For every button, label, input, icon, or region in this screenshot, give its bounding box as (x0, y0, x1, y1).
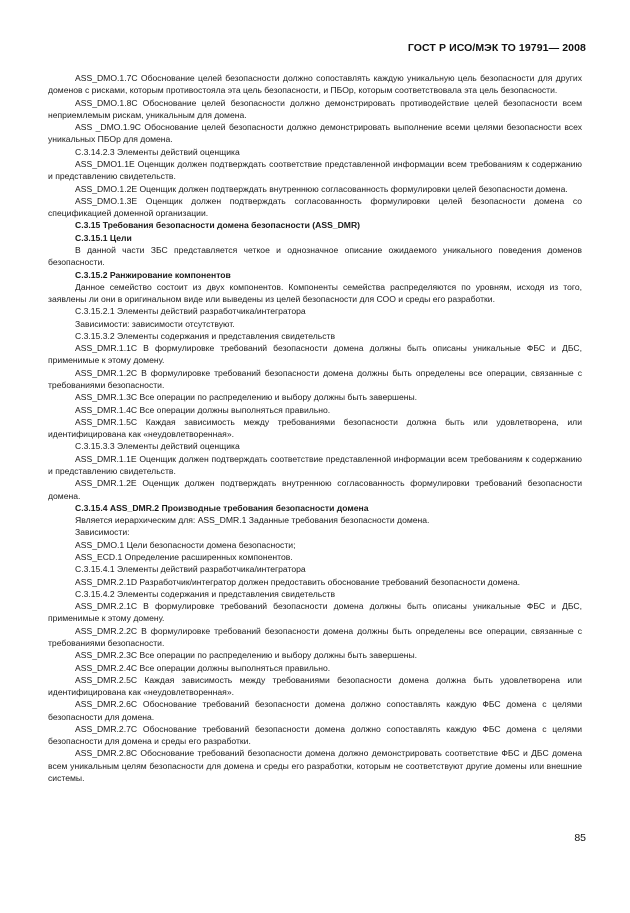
paragraph: Зависимости: (75, 527, 130, 538)
paragraph: ASS_DMO1.1E Оценщик должен подтверждать соответствие представленной информации всем требованиям к содержанию и представлению свидетельств. (48, 158, 582, 182)
paragraph: ASS_DMR.1.5C Каждая зависимость между требованиями безопасности должна быть или удовлетворена, или идентифицирована как «неудовлетворенная». (48, 416, 582, 440)
paragraph: ASS _DMO.1.9C Обоснование целей безопасности должно демонстрировать выполнение всеми целями безопасности всех уникальных ПБОр для домена. (48, 122, 582, 145)
paragraph: С.3.15.4.1 Элементы действий разработчика/интегратора (75, 564, 306, 575)
paragraph: ASS_DMR.1.3C Все операции по распределению и выбору должны быть завершены. (75, 392, 418, 403)
paragraph: ASS_DMR.2.4C Все операции должны выполняться правильно. (75, 662, 331, 673)
paragraph: ASS_DMO.1 Цели безопасности домена безопасности; (75, 539, 296, 550)
paragraph: ASS_DMR.2.6C Обоснование требований безопасности домена должно сопоставлять каждую ФБС домена с целями безопасности для домена. (48, 699, 582, 722)
section-heading: С.3.15.1 Цели (75, 232, 132, 243)
paragraph: ASS_DMR.2.1C В формулировке требований безопасности домена должны быть описаны уникальные ФБС и ДБС, применимые к этому домену. (48, 601, 582, 624)
paragraph: ASS_DMR.1.1E Оценщик должен подтверждать соответствие представленной информации всем требованиям к содержанию и представлению свидетельств. (48, 453, 582, 476)
paragraph: Является иерархическим для: ASS_DMR.1 Заданные требования безопасности домена. (75, 515, 430, 526)
paragraph: С.3.15.4.2 Элементы содержания и представления свидетельств (75, 588, 336, 599)
section-heading: С.3.15 Требования безопасности домена безопасности (ASS_DMR) (75, 220, 361, 231)
section-heading: С.3.15.2 Ранжирование компонентов (75, 269, 231, 280)
paragraph: Данное семейство состоит из двух компонентов. Компоненты семейства распределяются по уровням, исходя из того, заявлены ли они в оригинальном виде или выведены из целей безопасности для СОО и среды его разработки. (48, 281, 582, 305)
paragraph: С.3.14.2.3 Элементы действий оценщика (75, 146, 240, 157)
paragraph: В данной части ЗБС представляется четкое и однозначное описание ожидаемого уникального поведения доменов безопасности. (48, 244, 582, 268)
paragraph: ASS_DMR.2.5C Каждая зависимость между требованиями безопасности домена должна быть удовлетворена или идентифицирована как «неудовлетворенная». (48, 674, 582, 698)
paragraph: ASS_DMO.1.8C Обоснование целей безопасности должно демонстрировать противодействие целей безопасности всем неприемлемым рискам, уникальным для домена. (48, 97, 582, 120)
page-number: 85 (574, 832, 586, 844)
paragraph: ASS_DMR.2.1D Разработчик/интегратор должен предоставить обоснование требований безопасности домена. (75, 576, 521, 587)
paragraph: Зависимости: зависимости отсутствуют. (75, 318, 235, 329)
document-header: ГОСТ Р ИСО/МЭК ТО 19791— 2008 (407, 42, 586, 54)
paragraph: ASS_DMR.1.2E Оценщик должен подтверждать внутреннюю согласованность формулировки требований безопасности домена. (48, 478, 582, 501)
document-body (48, 72, 582, 784)
paragraph: ASS_DMO.1.3E Оценщик должен подтверждать согласованность формулировки целей безопасности домена со спецификацией доменной организации. (48, 195, 582, 219)
paragraph: ASS_DMO.1.2E Оценщик должен подтверждать внутреннюю согласованность формулировки целей безопасности домена. (75, 183, 568, 194)
paragraph: ASS_DMR.2.2C В формулировке требований безопасности домена должны быть определены все операции, связанные с требованиями безопасности. (48, 625, 582, 648)
paragraph: ASS_DMR.1.2C В формулировке требований безопасности домена должны быть определены все операции, связанные с требованиями безопасности. (48, 367, 582, 391)
paragraph: ASS_DMR.1.1C В формулировке требований безопасности домена должны быть описаны уникальные ФБС и ДБС, применимые к этому домену. (48, 343, 582, 366)
paragraph: ASS_DMO.1.7C Обоснование целей безопасности должно сопоставлять каждую уникальную цель безопасности для других доменов с рисками, которым противостояла эта цель безопасности, и ПБОр, которым соответствовала эта цель безопасности. (48, 73, 582, 96)
section-heading: С.3.15.4 ASS_DMR.2 Производные требования безопасности домена (75, 502, 369, 513)
paragraph: ASS_ECD.1 Определение расширенных компонентов. (75, 551, 293, 562)
paragraph: ASS_DMR.2.3C Все операции по распределению и выбору должны быть завершены. (75, 650, 418, 661)
paragraph: С.3.15.3.3 Элементы действий оценщика (75, 441, 240, 452)
paragraph: ASS_DMR.1.4C Все операции должны выполняться правильно. (75, 404, 331, 415)
paragraph: С.3.15.2.1 Элементы действий разработчика/интегратора (75, 306, 306, 317)
paragraph: С.3.15.3.2 Элементы содержания и представления свидетельств (75, 330, 336, 341)
paragraph: ASS_DMR.2.7C Обоснование требований безопасности домена должно сопоставлять каждую ФБС домена с целями безопасности для домена и среды его разработки. (48, 723, 582, 747)
paragraph: ASS_DMR.2.8C Обоснование требований безопасности домена должно демонстрировать соответствие ФБС и ДБС домена всем уникальным целям безопасности для домена и среды его разработки, которым не соответствуют другие домены или внешние системы. (48, 748, 582, 784)
